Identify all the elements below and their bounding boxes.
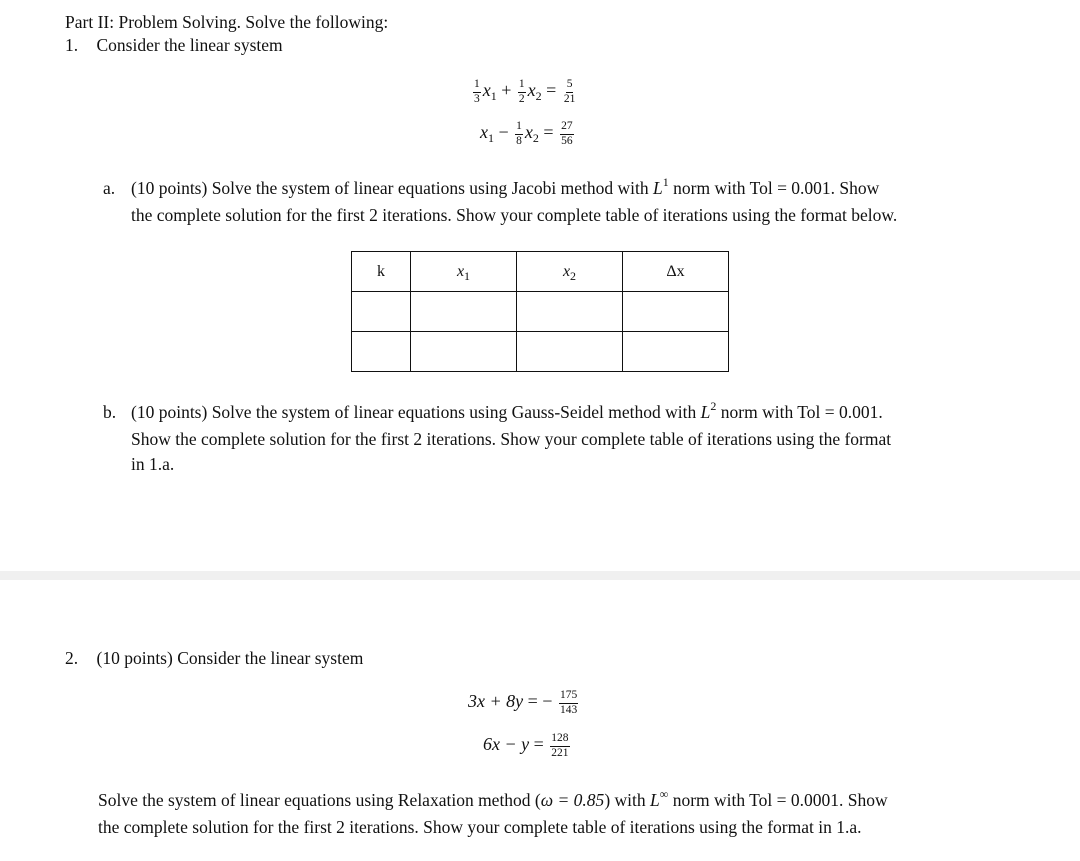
header-x2: $x_2$	[517, 252, 623, 292]
page-divider	[0, 571, 1080, 580]
problem-1-number: 1.	[65, 35, 79, 55]
header-x1: $x_1$	[411, 252, 517, 292]
table-cell	[517, 332, 623, 372]
table-cell	[623, 292, 729, 332]
problem-2-number: 2.	[65, 648, 79, 668]
table-cell	[517, 292, 623, 332]
equation-3: 3x + 8y = − $\frac{175}{143}$	[468, 689, 578, 716]
part-a-text: (10 points) Solve the system of linear equations using Jacobi method with $L^1$ norm with Tol = 0.001. Show the complete solution for the first 2 iterations. Show your complete table of iterations using the format below.	[131, 175, 898, 225]
part-b-label: b.	[103, 402, 117, 422]
table-cell	[352, 332, 411, 372]
problem-1-heading	[65, 35, 283, 56]
equation-2: $x_1$ − $\frac{1}{8}$ $x_2$ = $\frac{27}{56}$	[480, 120, 573, 147]
coef-1-8: $\frac{1}{8}$	[516, 120, 522, 147]
table-cell	[623, 332, 729, 372]
rhs-128-221: $\frac{128}{221}$	[551, 732, 569, 759]
coef-1-3: $\frac{1}{3}$	[474, 78, 480, 105]
iteration-table	[351, 251, 729, 372]
equation-1: $\frac{1}{3}$ $x_1$ + $\frac{1}{2}$ $x_2$ = $\frac{5}{21}$	[474, 78, 576, 105]
part-a-label: a.	[103, 178, 116, 198]
table-cell	[411, 292, 517, 332]
table-cell	[411, 332, 517, 372]
table-header-row	[352, 252, 729, 292]
rhs-5-21: $\frac{5}{21}$	[563, 78, 576, 105]
table-cell	[352, 292, 411, 332]
equation-4: 6x − y = $\frac{128}{221}$	[483, 732, 569, 759]
part-b-text: (10 points) Solve the system of linear equations using Gauss-Seidel method with $L^2$ norm with Tol = 0.001. Show the complete solution for the first 2 iterations. Show your complete table of iterations using the format in 1.a.	[131, 399, 892, 474]
problem-2-text: Solve the system of linear equations using Relaxation method (ω = 0.85) with L∞ norm with Tol = 0.0001. Show the complete solution for the first 2 iterations. Show your complete table of iterations using the format in 1.a.	[98, 787, 888, 837]
problem-2-intro: (10 points) Consider the linear system	[96, 648, 364, 668]
table-row	[352, 332, 729, 372]
rhs-27-56: $\frac{27}{56}$	[561, 120, 573, 147]
problem-1-intro: Consider the linear system	[96, 35, 283, 55]
header-k: k	[352, 252, 411, 292]
rhs-175-143: $\frac{175}{143}$	[559, 689, 578, 716]
problem-2-heading	[65, 648, 363, 669]
page-title: Part II: Problem Solving. Solve the following:	[65, 12, 389, 32]
table-row	[352, 292, 729, 332]
coef-1-2: $\frac{1}{2}$	[518, 78, 525, 105]
header-delta-x: Δx	[623, 252, 729, 292]
